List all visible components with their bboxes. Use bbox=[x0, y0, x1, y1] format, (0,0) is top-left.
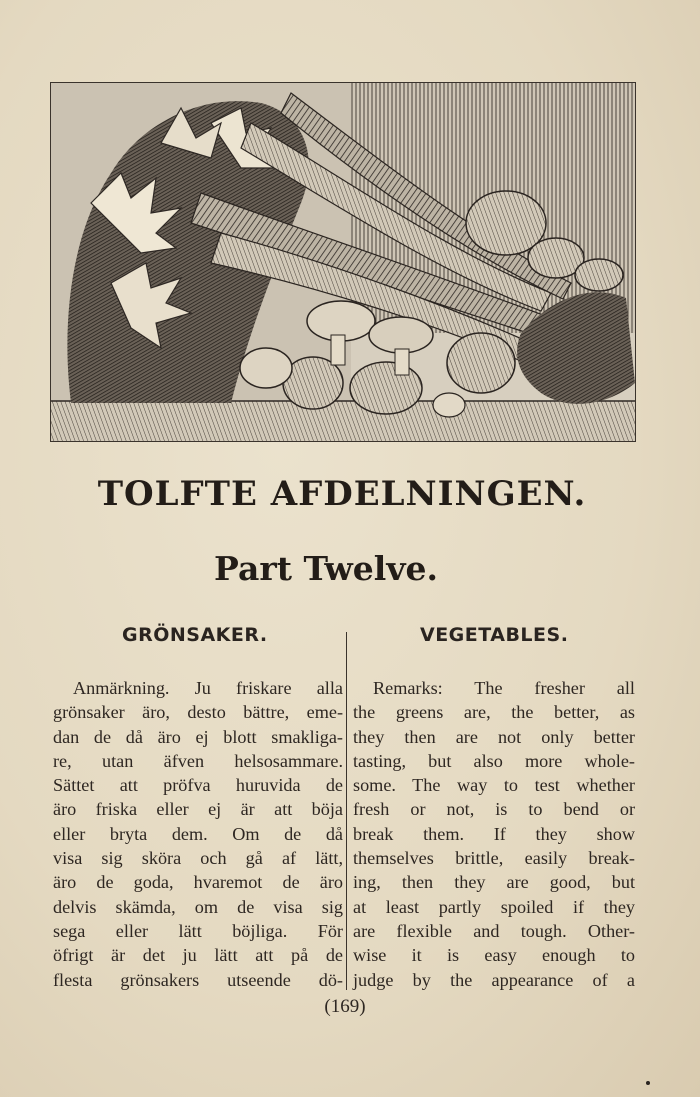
text-line: dan de då äro ej blott smakliga- bbox=[53, 726, 343, 747]
column-divider bbox=[346, 632, 347, 990]
text-line: Sättet att pröfva huruvida de bbox=[53, 775, 343, 796]
part-title-swedish: TOLFTE AFDELNINGEN. bbox=[97, 474, 587, 514]
text-line: delvis skämda, om de visa sig bbox=[53, 896, 343, 917]
text-line: some. The way to test whether bbox=[353, 775, 635, 796]
right-column-text bbox=[353, 676, 635, 992]
text-line: they then are not only better bbox=[353, 726, 635, 747]
text-line: Remarks: The fresher all bbox=[373, 678, 635, 698]
text-line: wise it is easy enough to bbox=[353, 945, 635, 966]
text-line: at least partly spoiled if they bbox=[353, 896, 635, 917]
text-line: sega eller lätt böjliga. För bbox=[53, 920, 343, 941]
text-line: tasting, but also more whole- bbox=[353, 750, 635, 771]
text-line: re, utan äfven helsosammare. bbox=[53, 750, 343, 771]
page-number: (169) bbox=[324, 996, 366, 1017]
left-column-text bbox=[53, 676, 343, 992]
text-line: äro friska eller ej är att böja bbox=[53, 799, 343, 820]
text-line: ing, then they are good, but bbox=[353, 872, 635, 893]
text-line: Anmärkning. Ju friskare alla bbox=[73, 678, 343, 698]
right-column-heading: VEGETABLES. bbox=[420, 624, 569, 646]
vegetable-engraving bbox=[50, 82, 636, 442]
text-line: eller bryta dem. Om de då bbox=[53, 823, 343, 844]
text-line: grönsaker äro, desto bättre, eme- bbox=[53, 702, 343, 723]
text-line: fresh or not, is to bend or bbox=[353, 799, 635, 820]
text-line: öfrigt är det ju lätt att på de bbox=[53, 945, 343, 966]
text-line: the greens are, the better, as bbox=[353, 702, 635, 723]
text-line: visa sig sköra och gå af lätt, bbox=[53, 848, 343, 869]
text-line: äro de goda, hvaremot de äro bbox=[53, 872, 343, 893]
text-line: flesta grönsakers utseende dö- bbox=[53, 969, 343, 990]
left-column-heading: GRÖNSAKER. bbox=[122, 624, 268, 646]
ink-speck bbox=[646, 1081, 650, 1085]
vegetable-engraving-icon bbox=[51, 83, 635, 441]
part-title-english: Part Twelve. bbox=[214, 549, 438, 588]
text-line: break them. If they show bbox=[353, 823, 635, 844]
text-line: themselves brittle, easily break- bbox=[353, 848, 635, 869]
text-line: judge by the appearance of a bbox=[353, 969, 635, 990]
text-line: are flexible and tough. Other- bbox=[353, 920, 635, 941]
